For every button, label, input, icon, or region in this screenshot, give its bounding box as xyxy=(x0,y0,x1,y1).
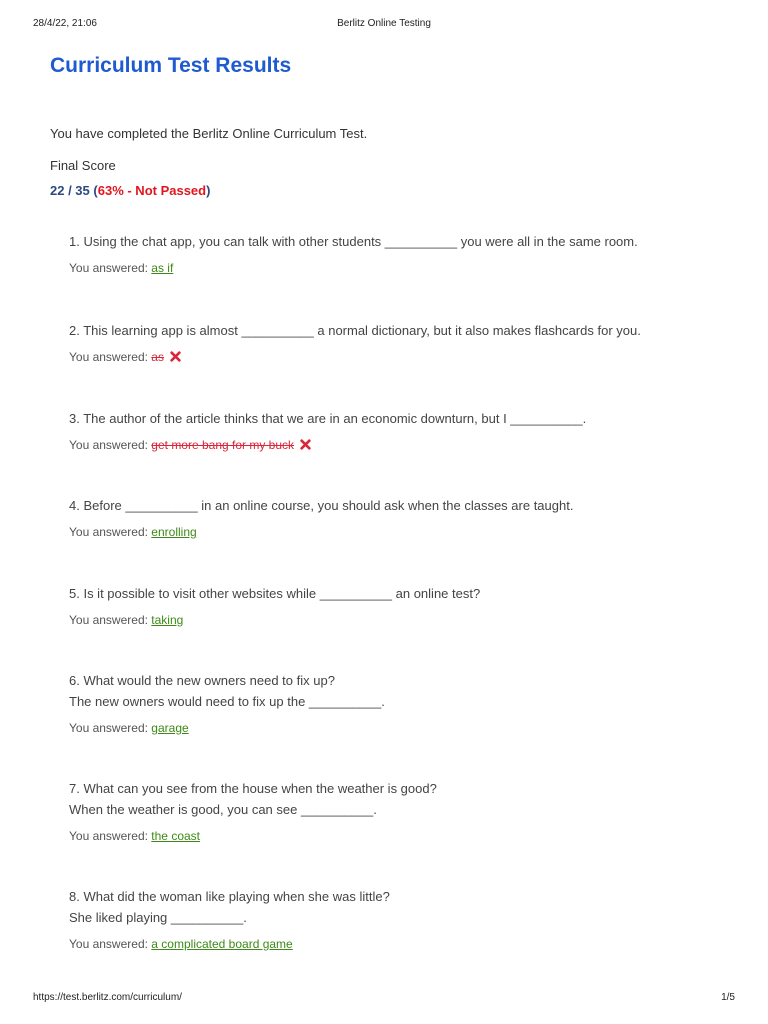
question-line: 7. What can you see from the house when the weather is good? xyxy=(69,781,437,796)
question-line: 5. Is it possible to visit other websites while __________ an online test? xyxy=(69,586,481,601)
question-item xyxy=(69,583,749,628)
question-item xyxy=(69,495,749,540)
answer-prefix: You answered: xyxy=(69,829,148,843)
question-item xyxy=(69,408,749,453)
question-item xyxy=(69,320,749,365)
answer-prefix: You answered: xyxy=(69,613,148,627)
print-footer xyxy=(0,992,768,1006)
question-line: 1. Using the chat app, you can talk with other students __________ you were all in the same room. xyxy=(69,234,638,249)
score-percent-status: 63% - Not Passed xyxy=(97,183,207,198)
answer-prefix: You answered: xyxy=(69,525,148,539)
score-open-paren: ( xyxy=(93,183,98,198)
question-text xyxy=(69,408,749,429)
print-page-title: Berlitz Online Testing xyxy=(337,18,431,29)
question-text xyxy=(69,231,749,252)
incorrect-x-icon xyxy=(170,351,181,362)
answer-row xyxy=(69,349,749,365)
answer-row xyxy=(69,437,749,453)
page-number: 1/5 xyxy=(721,992,735,1003)
answer-prefix: You answered: xyxy=(69,438,148,452)
page-title: Curriculum Test Results xyxy=(50,54,292,77)
score-points: 22 / 35 xyxy=(50,183,90,198)
question-item xyxy=(69,670,749,736)
answer-row xyxy=(69,260,749,276)
question-text xyxy=(69,886,749,928)
print-url: https://test.berlitz.com/curriculum/ xyxy=(33,992,182,1003)
print-datetime: 28/4/22, 21:06 xyxy=(33,18,97,29)
question-text xyxy=(69,670,749,712)
answer-value-correct: the coast xyxy=(151,829,200,843)
incorrect-x-icon xyxy=(300,439,311,450)
question-text xyxy=(69,495,749,516)
answer-prefix: You answered: xyxy=(69,937,148,951)
final-score-label: Final Score xyxy=(50,158,116,173)
answer-prefix: You answered: xyxy=(69,261,148,275)
question-text xyxy=(69,583,749,604)
question-line: 4. Before __________ in an online course, you should ask when the classes are taught. xyxy=(69,498,574,513)
question-item xyxy=(69,886,749,952)
answer-prefix: You answered: xyxy=(69,350,148,364)
answer-value-correct: as if xyxy=(151,261,174,275)
answer-prefix: You answered: xyxy=(69,721,148,735)
completion-message: You have completed the Berlitz Online Curriculum Test. xyxy=(50,126,368,141)
answer-value-wrong: as xyxy=(151,350,164,364)
question-text xyxy=(69,320,749,341)
print-header xyxy=(0,18,768,32)
answer-value-wrong: get more bang for my buck xyxy=(151,438,295,452)
question-line: 8. What did the woman like playing when she was little? xyxy=(69,889,390,904)
question-line: She liked playing __________. xyxy=(69,910,247,925)
question-line: The new owners would need to fix up the __________. xyxy=(69,694,385,709)
final-score xyxy=(50,183,210,198)
answer-row xyxy=(69,936,749,952)
question-line: 6. What would the new owners need to fix up? xyxy=(69,673,335,688)
question-text xyxy=(69,778,749,820)
answer-row xyxy=(69,720,749,736)
answer-row xyxy=(69,612,749,628)
answer-value-correct: garage xyxy=(151,721,189,735)
score-close-paren: ) xyxy=(206,183,211,198)
answer-row xyxy=(69,524,749,540)
question-line: 3. The author of the article thinks that we are in an economic downturn, but I __________. xyxy=(69,411,587,426)
question-item xyxy=(69,231,749,276)
question-item xyxy=(69,778,749,844)
answer-value-correct: enrolling xyxy=(151,525,197,539)
question-line: When the weather is good, you can see __________. xyxy=(69,802,377,817)
answer-value-correct: taking xyxy=(151,613,184,627)
question-line: 2. This learning app is almost __________ a normal dictionary, but it also makes flashcards for you. xyxy=(69,323,641,338)
answer-row xyxy=(69,828,749,844)
answer-value-correct: a complicated board game xyxy=(151,937,293,951)
